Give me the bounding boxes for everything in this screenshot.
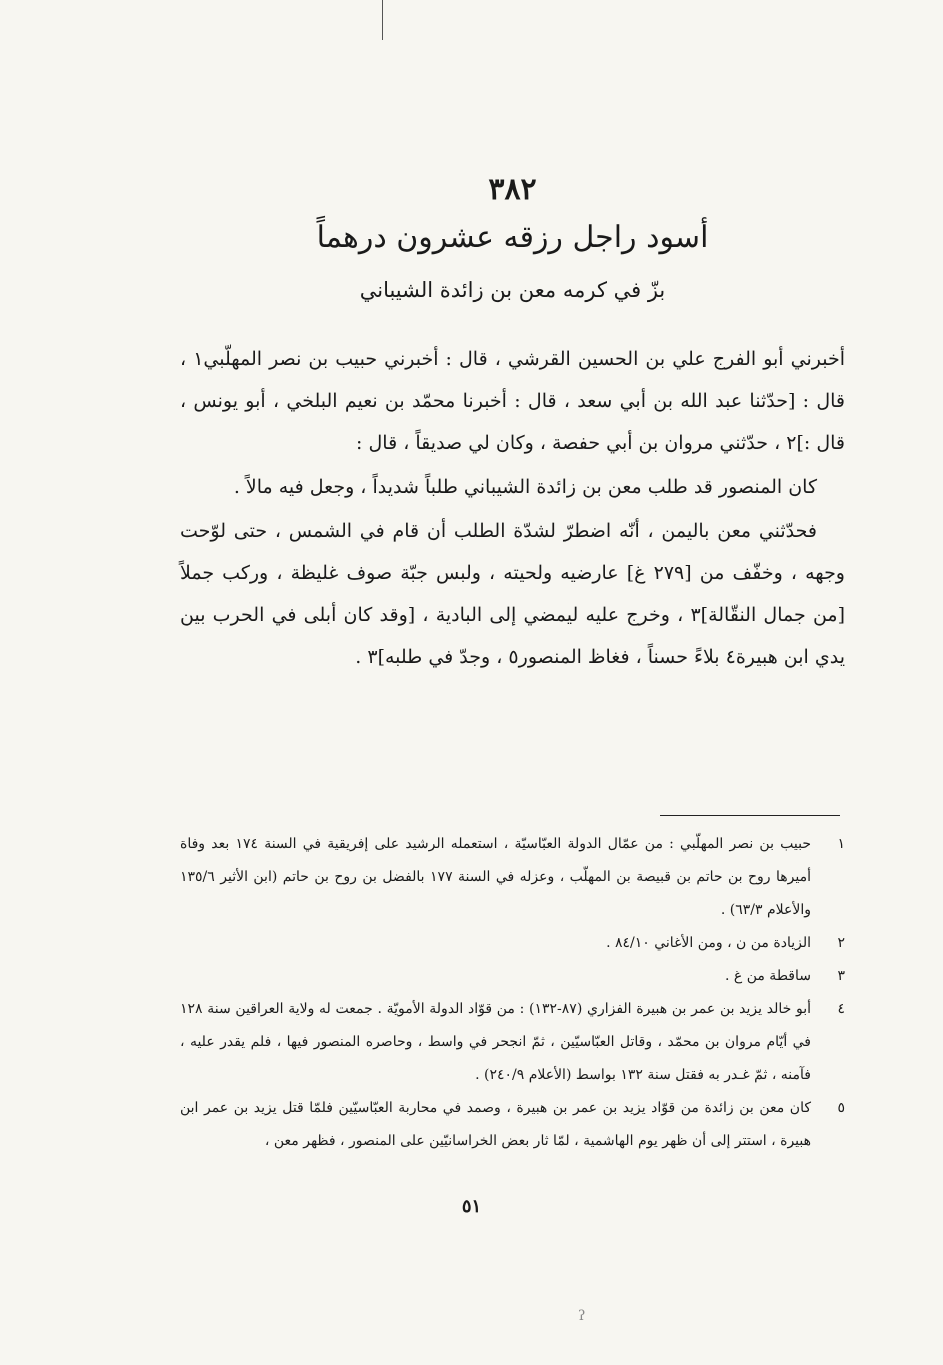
page-number: ٥١ bbox=[461, 1196, 482, 1217]
footnotes bbox=[180, 828, 845, 1158]
footnote-divider bbox=[660, 815, 840, 816]
footnote-number: ٤ bbox=[837, 1001, 845, 1017]
story-subtitle: بزّ في كرمه معن بن زائدة الشيباني bbox=[359, 278, 666, 302]
footnote-text: كان معن بن زائدة من قوّاد يزيد بن عمر بن هبيرة ، وصمد في محاربة العبّاسيّين فلمّا قتل يزيد بن عمر ابن هبيرة ، استتر إلى أن ظهر يوم الهاشمية ، لمّا ثار بعض الخراسانيّين على المنصور ، فظهر معن ، bbox=[180, 1100, 811, 1149]
footnote-text: الزيادة من ن ، ومن الأغاني ٨٤/١٠ . bbox=[606, 935, 811, 951]
footnote bbox=[180, 960, 845, 993]
story-number: ٣٨٢ bbox=[488, 172, 537, 207]
body-paragraph-isnad: أخبرني أبو الفرج علي بن الحسين القرشي ، قال : أخبرني حبيب بن نصر المهلّبي١ ، قال : [حدّثنا عبد الله بن أبي سعد ، قال : أخبرنا محمّد بن نعيم البلخي ، أبو يونس ، قال :]٢ ، حدّثني مروان بن أبي حفصة ، وكان لي صديقاً ، قال : bbox=[180, 348, 845, 454]
body-paragraph-1: كان المنصور قد طلب معن بن زائدة الشيباني طلباً شديداً ، وجعل فيه مالاً . bbox=[233, 476, 817, 498]
story-title: أسود راجل رزقه عشرون درهماً bbox=[316, 220, 709, 255]
stray-ink-mark: ʔ bbox=[578, 1308, 586, 1324]
footnote-text: حبيب بن نصر المهلّبي : من عمّال الدولة العبّاسيّة ، استعمله الرشيد على إفريقية في السنة ١٧٤ بعد وفاة أميرها روح بن حاتم بن قبيصة بن المهلّب ، وعزله في السنة ١٧٧ بالفضل بن روح بن حاتم (ابن الأثير ١٣٥/٦ والأعلام ٦٣/٣) . bbox=[180, 836, 812, 918]
footnote bbox=[180, 927, 845, 960]
footnote-number: ٥ bbox=[837, 1100, 845, 1116]
page-body bbox=[180, 160, 845, 678]
footnote-number: ١ bbox=[837, 836, 845, 852]
footnote bbox=[180, 828, 845, 927]
body-paragraph-2: فحدّثني معن باليمن ، أنّه اضطرّ لشدّة الطلب أن قام في الشمس ، حتى لوّحت وجهه ، وخفّف من [٢٧٩ غ] عارضيه ولحيته ، ولبس جبّة صوف غليظة ، وركب جملاً [من جمال النقّالة]٣ ، وخرج عليه ليمضي إلى البادية ، [وقد كان أبلى في الحرب بين يدي ابن هبيرة٤ بلاءً حسناً ، فغاظ المنصور٥ ، وجدّ في طلبه]٣ . bbox=[180, 520, 846, 668]
footnote-number: ٢ bbox=[837, 935, 845, 951]
footnote-text: أبو خالد يزيد بن عمر بن هبيرة الفزاري (٨٧-١٣٢) : من قوّاد الدولة الأمويّة . جمعت له ولاية العراقين سنة ١٢٨ في أيّام مروان بن محمّد ، وقاتل العبّاسيّين ، ثمّ انجحر في واسط ، وحاصره المنصور فيها ، فلم يقدر عليه ، فآمنه ، ثمّ غـدر به فقتل سنة ١٣٢ بواسط (الأعلام ٢٤٠/٩) . bbox=[180, 1001, 812, 1083]
footnote bbox=[180, 1092, 845, 1158]
scan-edge-line bbox=[382, 0, 383, 40]
footnote bbox=[180, 993, 845, 1092]
footnote-number: ٣ bbox=[837, 968, 845, 984]
footnote-text: ساقطة من غ . bbox=[725, 968, 811, 984]
